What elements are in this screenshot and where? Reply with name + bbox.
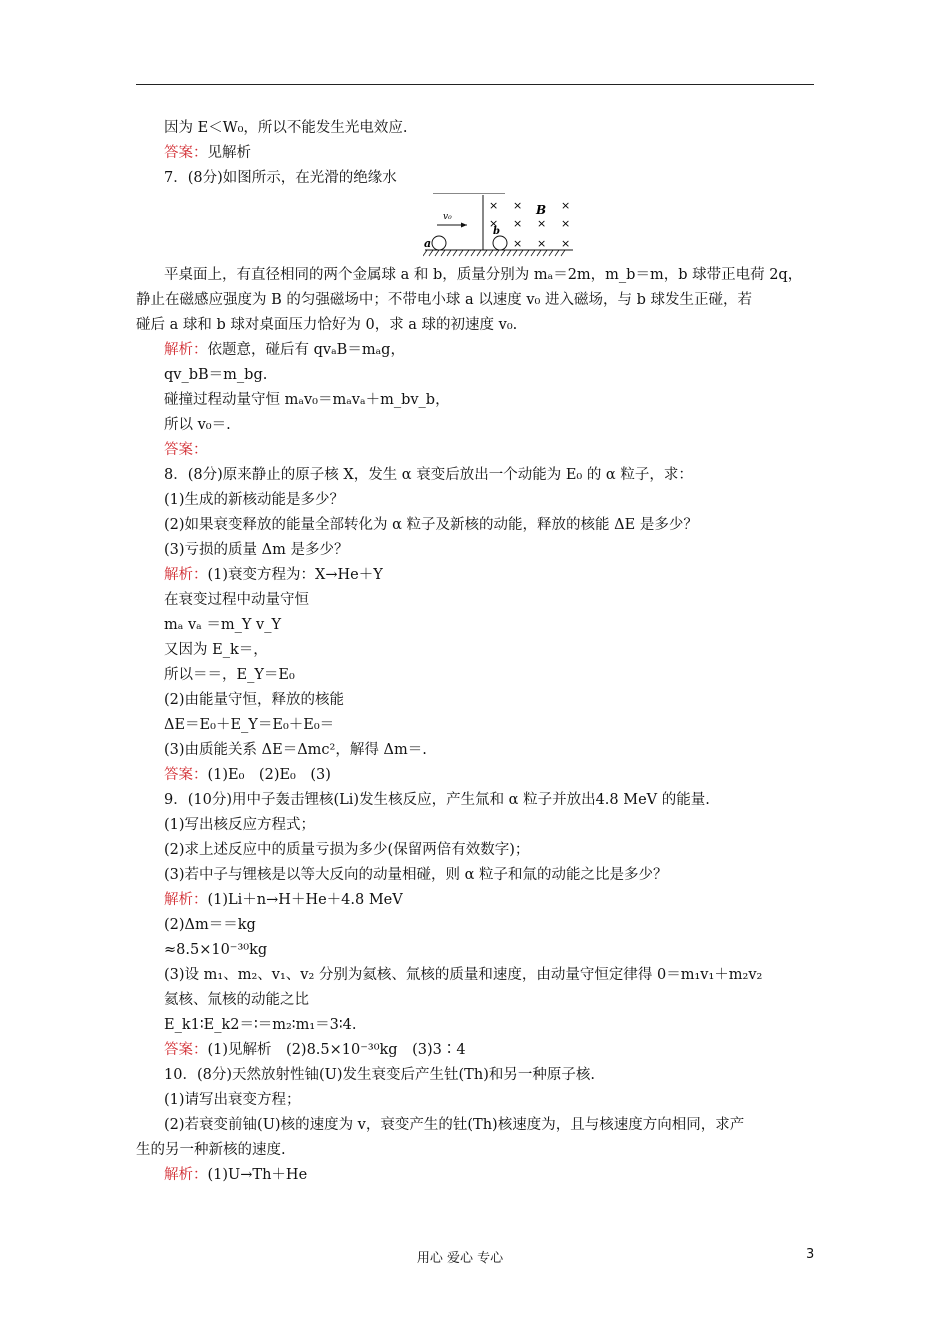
line-text: 9．(10分)用中子轰击锂核(Li)发生核反应，产生氚和 α 粒子并放出4.8 MeV 的能量. [164, 792, 710, 808]
line-text: 见解析 [207, 145, 251, 161]
line-text: E_k1∶E_k2＝∶＝m₂∶m₁＝3∶4. [164, 1017, 357, 1033]
velocity-arrowhead [461, 223, 467, 228]
answer-label: 答案： [164, 767, 208, 783]
line-text: (1)写出核反应方程式； [164, 817, 316, 833]
answer-label: 答案： [164, 442, 208, 458]
text-line [136, 888, 814, 913]
text-line [136, 1013, 814, 1038]
text-line [136, 1038, 814, 1063]
line-text: 所以 v₀＝. [164, 417, 231, 433]
text-line [136, 563, 814, 588]
text-line [136, 116, 814, 141]
table-hatching [423, 250, 565, 256]
text-line [136, 1113, 814, 1138]
line-text: 碰后 a 球和 b 球对桌面压力恰好为 0，求 a 球的初速度 v₀. [136, 317, 518, 333]
text-line [136, 338, 814, 363]
line-text: (3)由质能关系 ΔE＝Δmc²，解得 Δm＝. [164, 742, 427, 758]
line-text: (2)如果衰变释放的能量全部转化为 α 粒子及新核的动能，释放的核能 ΔE 是多少？ [164, 517, 698, 533]
text-line [136, 1163, 814, 1188]
text-line [136, 613, 814, 638]
line-text: (2)由能量守恒，释放的核能 [164, 692, 345, 708]
line-text: (2)若衰变前铀(U)核的速度为 v，衰变产生的钍(Th)核速度为，且与核速度方向相同，求产 [164, 1117, 745, 1133]
text-line [136, 838, 814, 863]
text-line [136, 913, 814, 938]
text-line [136, 1063, 814, 1088]
text-line [136, 488, 814, 513]
text-line [136, 938, 814, 963]
text-line [136, 413, 814, 438]
line-text: 又因为 E_k＝， [164, 642, 268, 658]
text-line [136, 688, 814, 713]
page-number: 3 [806, 1247, 815, 1262]
text-line [136, 788, 814, 813]
line-text: 氦核、氚核的动能之比 [164, 992, 309, 1008]
label-B: B [536, 203, 547, 217]
magnetic-field-figure [136, 191, 814, 263]
line-text: 静止在磁感应强度为 B 的匀强磁场中；不带电小球 a 以速度 v₀ 进入磁场，与 b 球发生正碰，若 [136, 292, 752, 308]
line-text: mₐ vₐ ＝m_Y v_Y [164, 617, 282, 633]
text-line [136, 388, 814, 413]
ball-b [493, 236, 507, 250]
text-line [136, 288, 814, 313]
text-line [136, 988, 814, 1013]
text-line [136, 363, 814, 388]
label-a: a [424, 237, 432, 250]
line-text: (1)请写出衰变方程； [164, 1092, 301, 1108]
line-text: (3)若中子与锂核是以等大反向的动量相碰，则 α 粒子和氚的动能之比是多少？ [164, 867, 668, 883]
line-text: 依题意，碰后有 qvₐB＝mₐg， [207, 342, 405, 358]
line-text: (2)求上述反应中的质量亏损为多少(保留两倍有效数字)； [164, 842, 530, 858]
line-text: ≈8.5×10⁻³⁰kg [164, 942, 268, 958]
text-line [136, 463, 814, 488]
svg-text:×: × [513, 237, 523, 250]
svg-text:×: × [561, 237, 571, 250]
text-line [136, 141, 814, 166]
text-block-bottom [136, 263, 814, 1188]
label-b: b [493, 226, 500, 237]
line-text: (3)设 m₁、m₂、v₁、v₂ 分别为氦核、氚核的质量和速度，由动量守恒定律得 0＝m₁v₁＋m₂v₂ [164, 967, 763, 983]
text-line [136, 263, 814, 288]
line-text: (1)衰变方程为：X→He＋Y [207, 567, 383, 583]
text-line [136, 763, 814, 788]
text-line [136, 513, 814, 538]
page-body [136, 116, 814, 1188]
svg-text:×: × [489, 199, 499, 212]
answer-label: 解析： [164, 892, 208, 908]
line-text: (1)U→Th＋He [207, 1167, 308, 1183]
line-text: (1)Li＋n→H＋He＋4.8 MeV [207, 892, 403, 908]
label-v0: v₀ [443, 212, 452, 222]
header-rule [136, 84, 814, 85]
line-text: 在衰变过程中动量守恒 [164, 592, 309, 608]
svg-text:×: × [561, 217, 571, 230]
line-text: (1)见解析 (2)8.5×10⁻³⁰kg (3)3∶4 [207, 1042, 466, 1058]
answer-label: 解析： [164, 1167, 208, 1183]
line-text: 10．(8分)天然放射性铀(U)发生衰变后产生钍(Th)和另一种原子核. [164, 1067, 595, 1083]
text-line [136, 863, 814, 888]
line-text: 碰撞过程动量守恒 mₐv₀＝mₐvₐ＋m_bv_b， [164, 392, 450, 408]
collision-diagram [423, 193, 583, 261]
line-text: (1)E₀ (2)E₀ (3) [207, 767, 331, 783]
svg-text:×: × [489, 217, 499, 230]
line-text: qv_bB＝m_bg. [164, 367, 268, 383]
text-line [136, 538, 814, 563]
line-text: 生的另一种新核的速度. [136, 1142, 286, 1158]
line-text: (2)Δm＝＝kg [164, 917, 256, 933]
svg-text:×: × [513, 217, 523, 230]
answer-label: 答案： [164, 145, 208, 161]
ball-a [432, 236, 446, 250]
text-line [136, 663, 814, 688]
line-text: (3)亏损的质量 Δm 是多少？ [164, 542, 349, 558]
answer-label: 解析： [164, 567, 208, 583]
text-line [136, 588, 814, 613]
svg-text:×: × [561, 199, 571, 212]
svg-text:×: × [513, 199, 523, 212]
line-text: ΔE＝E₀＋E_Y＝E₀＋E₀＝ [164, 717, 335, 733]
text-line [136, 1088, 814, 1113]
line-text: 因为 E＜W₀，所以不能发生光电效应. [164, 120, 408, 136]
text-line [136, 813, 814, 838]
line-text: 7．(8分)如图所示，在光滑的绝缘水 [164, 170, 397, 186]
line-text: 平桌面上，有直径相同的两个金属球 a 和 b，质量分别为 mₐ＝2m，m_b＝m，b 球带正电荷 2q， [164, 267, 803, 283]
svg-text:×: × [537, 237, 547, 250]
answer-label: 解析： [164, 342, 208, 358]
text-line [136, 738, 814, 763]
text-line [136, 1138, 814, 1163]
text-line [136, 313, 814, 338]
line-text: 8．(8分)原来静止的原子核 X，发生 α 衰变后放出一个动能为 E₀ 的 α 粒子，求： [164, 467, 693, 483]
text-line [136, 638, 814, 663]
line-text: 所以＝＝，E_Y＝E₀ [164, 667, 295, 683]
text-line [136, 713, 814, 738]
text-line [136, 166, 814, 191]
text-line [136, 438, 814, 463]
footer-motto: 用心 爱心 专心 [416, 1251, 504, 1266]
line-text: (1)生成的新核动能是多少？ [164, 492, 345, 508]
answer-label: 答案： [164, 1042, 208, 1058]
svg-text:×: × [537, 217, 547, 230]
text-line [136, 963, 814, 988]
text-block-top [136, 116, 814, 191]
